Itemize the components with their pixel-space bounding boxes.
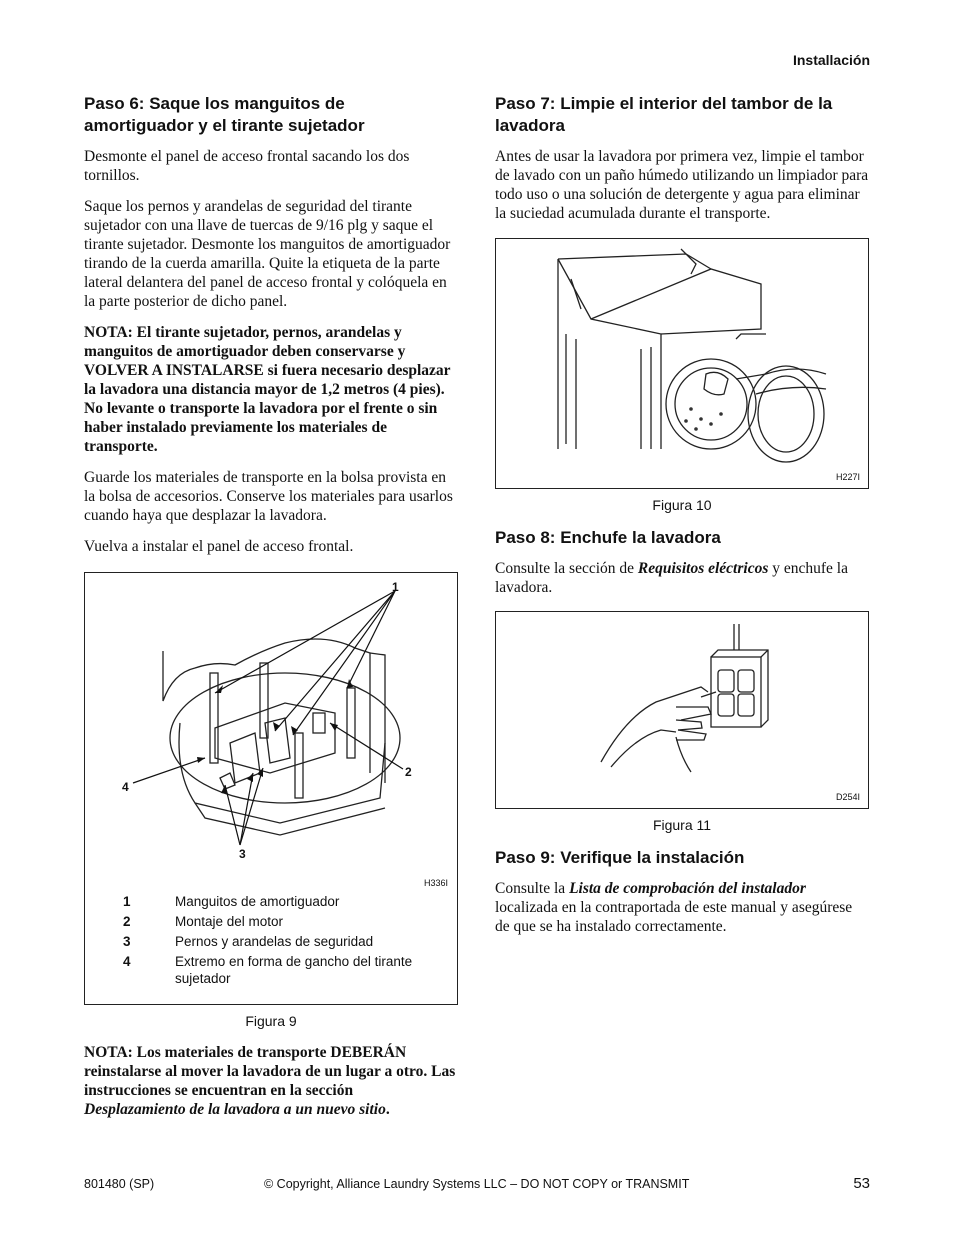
callout-4: 4 (122, 780, 129, 794)
step7-title: Paso 7: Limpie el interior del tambor de la lavadora (495, 94, 833, 135)
step8-paragraph: Consulte la sección de Requisitos eléctricos y enchufe la lavadora. (495, 560, 848, 596)
legend-row: 3 Pernos y arandelas de seguridad (123, 934, 374, 949)
legend-row: 2 Montaje del motor (123, 914, 284, 929)
step9-title: Paso 9: Verifique la instalación (495, 848, 745, 867)
step6-paragraph-2: Saque los pernos y arandelas de seguridad del tirante sujetador con una llave de tuercas de 9/16 plg y saque el tirante sujetador. Desmonte los manguitos de amortiguador tirando de la cuerda amarilla. Quite la etiqueta de la parte lateral delantera del panel de acceso frontal y colóquela en la parte posterior de dicho panel. (84, 198, 451, 310)
step6-note: NOTA: El tirante sujetador, pernos, arandelas y manguitos de amortiguador deben conservarse y VOLVER A INSTALARSE si fuera necesario desplazar la lavadora una distancia mayor de 1,2 metros (4 pies). No levante o transporte la lavadora por el frente o sin haber instalado previamente los materiales de transporte. (84, 324, 451, 455)
outlet-plug-illustration (496, 612, 868, 808)
figure-9-legend (123, 893, 443, 990)
doc-number: 801480 (SP) (84, 1177, 155, 1191)
washer-drum-illustration (496, 239, 868, 488)
figure-11 (495, 611, 869, 809)
step6-paragraph-4: Vuelva a instalar el panel de acceso frontal. (84, 538, 354, 555)
figure-10 (495, 238, 869, 489)
legend-row: 4 Extremo en forma de gancho del tirante sujetador (123, 954, 413, 986)
step9-paragraph: Consulte la Lista de comprobación del instalador localizada en la contraportada de este manual y asegúrese de que se ha instalado correctamente. (495, 880, 853, 935)
step7-paragraph: Antes de usar la lavadora por primera vez, limpie el tambor de lavado con un paño húmedo utilizando un limpiador para todo uso o una solución de detergente y agua para eliminar la suciedad acumulada durante el transporte. (495, 148, 869, 222)
legend-row: 1 Manguitos de amortiguador (123, 894, 340, 909)
step6-paragraph-3: Guarde los materiales de transporte en la bolsa provista en la bolsa de accesorios. Conserve los materiales para usarlos cuando haya que desplazar la lavadora. (84, 469, 453, 524)
figure-10-caption: Figura 10 (652, 497, 712, 513)
copyright-notice: © Copyright, Alliance Laundry Systems LLC – DO NOT COPY or TRANSMIT (264, 1177, 690, 1191)
shipping-materials-note: NOTA: Los materiales de transporte DEBERÁN reinstalarse al mover la lavadora de un lugar a otro. Las instrucciones se encuentran en la sección Desplazamiento de la lavadora a un nuevo sitio. (84, 1044, 456, 1118)
section-header: Installación (792, 52, 870, 68)
callout-3: 3 (239, 847, 246, 861)
figure-11-caption: Figura 11 (652, 817, 712, 833)
figure-9 (84, 572, 458, 1005)
step6-title: Paso 6: Saque los manguitos de amortiguador y el tirante sujetador (84, 94, 365, 135)
step6-paragraph-1: Desmonte el panel de acceso frontal sacando los dos tornillos. (84, 148, 410, 184)
figure-9-caption: Figura 9 (245, 1013, 297, 1029)
page-number: 53 (853, 1175, 870, 1192)
figure-11-code: D254I (835, 792, 860, 802)
figure-10-code: H227I (835, 472, 860, 482)
callout-2: 2 (405, 765, 412, 779)
left-column (84, 93, 458, 1131)
right-column (495, 93, 869, 948)
callout-1: 1 (392, 580, 399, 594)
step8-title: Paso 8: Enchufe la lavadora (495, 528, 721, 547)
figure-9-code: H336I (424, 878, 449, 888)
motor-mount-illustration (85, 573, 457, 873)
